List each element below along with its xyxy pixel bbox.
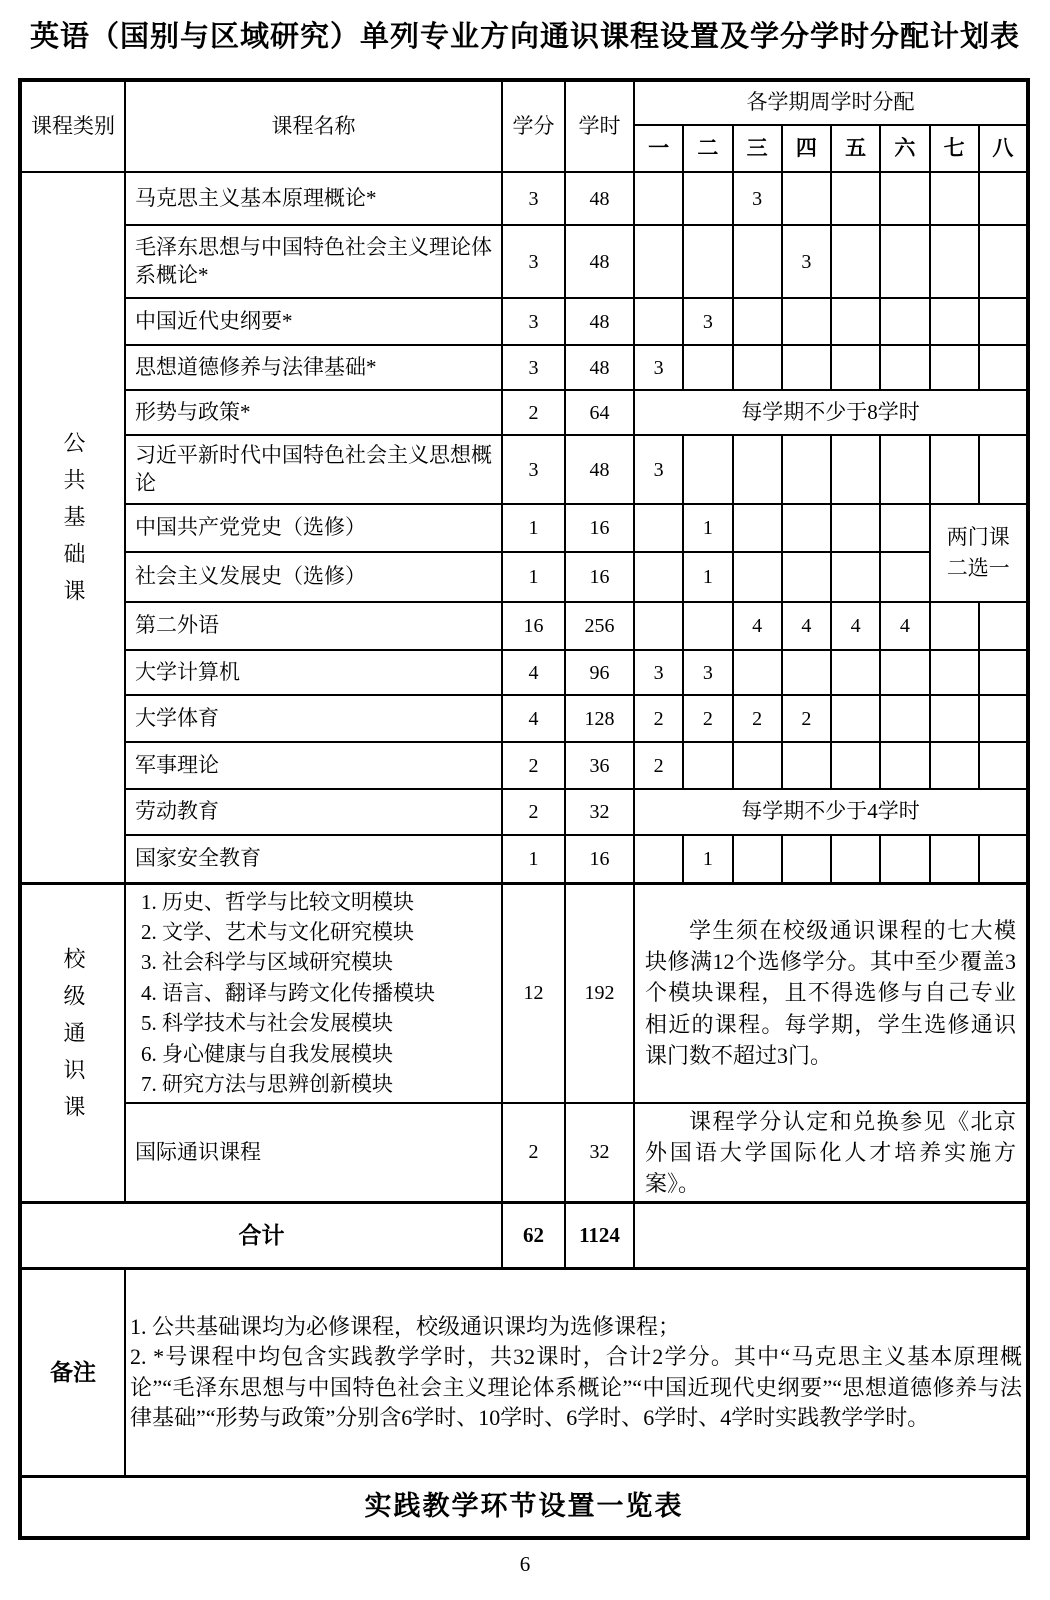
semester-cell (880, 835, 929, 883)
credits-cell: 1 (502, 504, 565, 552)
hours-cell: 36 (565, 742, 634, 789)
hours-cell: 32 (565, 1103, 634, 1203)
credits-cell: 3 (502, 225, 565, 298)
semester-cell: 2 (634, 695, 683, 742)
semester-cell (782, 552, 831, 602)
section-label-public-basic (20, 172, 125, 883)
hours-cell: 16 (565, 504, 634, 552)
credits-cell: 1 (502, 552, 565, 602)
semester-cell: 2 (782, 695, 831, 742)
semester-cell (930, 345, 979, 390)
semester-cell (930, 435, 979, 504)
semester-cell (880, 345, 929, 390)
semester-cell (733, 345, 782, 390)
semester-cell (979, 298, 1028, 345)
header-semester-2: 二 (683, 125, 732, 172)
semester-cell: 1 (683, 835, 732, 883)
semester-cell (880, 298, 929, 345)
semester-cell (880, 650, 929, 695)
course-row (20, 435, 1028, 504)
semester-cell (930, 695, 979, 742)
header-category: 课程类别 (20, 80, 125, 172)
course-row (20, 602, 1028, 650)
semester-cell: 2 (683, 695, 732, 742)
credits-cell: 12 (502, 883, 565, 1103)
semester-cell (683, 345, 732, 390)
semester-cell (831, 650, 880, 695)
hours-cell: 64 (565, 390, 634, 435)
semester-cell (930, 650, 979, 695)
section-label-school-general (20, 883, 125, 1203)
credits-cell: 3 (502, 298, 565, 345)
semester-cell (831, 695, 880, 742)
semester-cell (782, 172, 831, 225)
semester-cell (930, 225, 979, 298)
semester-cell (733, 650, 782, 695)
course-row (20, 835, 1028, 883)
semester-cell: 2 (733, 695, 782, 742)
semester-cell (733, 835, 782, 883)
total-label: 合计 (20, 1203, 502, 1269)
credits-cell: 2 (502, 1103, 565, 1203)
course-name-cell: 中国共产党党史（选修） (125, 504, 502, 552)
hours-cell: 48 (565, 298, 634, 345)
semester-cell (634, 835, 683, 883)
hours-cell: 48 (565, 435, 634, 504)
course-row (20, 742, 1028, 789)
semester-cell (930, 602, 979, 650)
header-semester-6: 六 (880, 125, 929, 172)
credits-cell: 3 (502, 172, 565, 225)
elective-choice-line: 两门课 (946, 524, 1010, 549)
semester-cell (831, 552, 880, 602)
semester-cell (979, 742, 1028, 789)
semester-cell: 4 (782, 602, 831, 650)
hours-cell: 48 (565, 225, 634, 298)
semester-cell (880, 225, 929, 298)
semester-cell (634, 172, 683, 225)
module-item: 1. 历史、哲学与比较文明模块 (141, 889, 414, 914)
course-row (20, 172, 1028, 225)
header-credits: 学分 (502, 80, 565, 172)
semester-cell (979, 602, 1028, 650)
course-row (20, 390, 1028, 435)
semester-cell (979, 345, 1028, 390)
semester-cell (979, 225, 1028, 298)
semester-cell (831, 172, 880, 225)
semester-cell (831, 742, 880, 789)
course-name-cell: 大学体育 (125, 695, 502, 742)
course-plan-table (18, 78, 1030, 1540)
course-row (20, 650, 1028, 695)
note-text: 学生须在校级通识课程的七大模块修满12个选修学分。其中至少覆盖3个模块课程，且不得选修与自己专业相近的课程。每学期，学生选修通识课门数不超过3门。 (645, 917, 1016, 1068)
course-name-cell: 毛泽东思想与中国特色社会主义理论体系概论* (125, 225, 502, 298)
total-credits: 62 (502, 1203, 565, 1269)
semester-cell: 3 (634, 650, 683, 695)
semester-cell: 2 (634, 742, 683, 789)
hours-cell: 16 (565, 552, 634, 602)
course-name-cell: 思想道德修养与法律基础* (125, 345, 502, 390)
module-item: 5. 科学技术与社会发展模块 (141, 1011, 393, 1036)
page-number: 6 (519, 1552, 531, 1576)
hours-cell: 96 (565, 650, 634, 695)
semester-cell (634, 225, 683, 298)
hours-cell: 192 (565, 883, 634, 1103)
international-course-note (634, 1103, 1028, 1203)
course-row (20, 225, 1028, 298)
semester-cell: 3 (634, 345, 683, 390)
module-item: 2. 文学、艺术与文化研究模块 (141, 919, 414, 944)
semester-cell (634, 298, 683, 345)
semester-cell: 3 (634, 435, 683, 504)
module-item: 6. 身心健康与自我发展模块 (141, 1041, 393, 1066)
footer-title-row (20, 1477, 1028, 1538)
semester-cell (782, 742, 831, 789)
credits-cell: 3 (502, 435, 565, 504)
course-row (20, 345, 1028, 390)
semester-cell (831, 835, 880, 883)
semester-cell (782, 298, 831, 345)
semester-cell (733, 298, 782, 345)
course-name-cell: 国家安全教育 (125, 835, 502, 883)
course-name-cell: 中国近代史纲要* (125, 298, 502, 345)
course-name-cell: 国际通识课程 (125, 1103, 502, 1203)
semester-cell (782, 345, 831, 390)
course-name-cell: 军事理论 (125, 742, 502, 789)
semester-cell (831, 345, 880, 390)
semester-cell (979, 172, 1028, 225)
module-item: 3. 社会科学与区域研究模块 (141, 950, 393, 975)
credits-cell: 2 (502, 742, 565, 789)
course-name-cell: 形势与政策* (125, 390, 502, 435)
header-semester-3: 三 (733, 125, 782, 172)
module-item: 4. 语言、翻译与跨文化传播模块 (141, 980, 435, 1005)
course-name-cell: 第二外语 (125, 602, 502, 650)
semester-cell (782, 650, 831, 695)
remark-line: 2. *号课程中均包含实践教学学时，共32课时，合计2学分。其中“马克思主义基本原理概论”“毛泽东思想与中国特色社会主义理论体系概论”“中国近现代史纲要”“思想道德修养与法律基础”“形势与政策”分别含6学时、10学时、6学时、6学时、4学时实践教学学时。 (130, 1344, 1022, 1431)
semester-cell: 3 (683, 650, 732, 695)
credits-cell: 2 (502, 789, 565, 835)
semester-cell (979, 695, 1028, 742)
semester-cell (683, 435, 732, 504)
semester-cell (733, 504, 782, 552)
section-label-text: 校级通识课 (61, 946, 86, 1132)
header-hours: 学时 (565, 80, 634, 172)
semester-cell: 3 (733, 172, 782, 225)
hours-cell: 256 (565, 602, 634, 650)
course-row (20, 789, 1028, 835)
remarks-row (20, 1269, 1028, 1477)
credits-cell: 16 (502, 602, 565, 650)
semester-cell: 3 (782, 225, 831, 298)
semester-cell: 1 (683, 552, 732, 602)
total-hours: 1124 (565, 1203, 634, 1269)
page-title: 英语（国别与区域研究）单列专业方向通识课程设置及学分学时分配计划表 (29, 21, 1020, 53)
hours-cell: 48 (565, 345, 634, 390)
header-semester-8: 八 (979, 125, 1028, 172)
semester-cell: 4 (733, 602, 782, 650)
header-row-1 (20, 80, 1028, 125)
header-semester-1: 一 (634, 125, 683, 172)
total-row (20, 1203, 1028, 1269)
section-label-text: 公共基础课 (61, 431, 86, 617)
remark-line: 1. 公共基础课均为必修课程，校级通识课均为选修课程； (130, 1314, 681, 1340)
semester-cell (930, 835, 979, 883)
hours-cell: 48 (565, 172, 634, 225)
semester-cell: 4 (831, 602, 880, 650)
total-semester-area (634, 1203, 1028, 1269)
course-row (20, 695, 1028, 742)
course-name-cell: 马克思主义基本原理概论* (125, 172, 502, 225)
general-modules-note (634, 883, 1028, 1103)
international-course-row (20, 1103, 1028, 1203)
credits-cell: 4 (502, 650, 565, 695)
header-semester-4: 四 (782, 125, 831, 172)
general-modules-row (20, 883, 1028, 1103)
semester-cell (831, 298, 880, 345)
semester-cell (733, 435, 782, 504)
course-row (20, 298, 1028, 345)
elective-choice-line: 二选一 (946, 556, 1010, 580)
semester-cell (880, 695, 929, 742)
semester-cell (979, 435, 1028, 504)
semester-cell (782, 835, 831, 883)
semester-cell: 4 (880, 602, 929, 650)
semester-cell (634, 504, 683, 552)
semester-cell (733, 225, 782, 298)
semester-cell (782, 435, 831, 504)
semester-cell (733, 742, 782, 789)
header-semester-5: 五 (831, 125, 880, 172)
hours-cell: 16 (565, 835, 634, 883)
semester-cell (683, 225, 732, 298)
footer-table-title: 实践教学环节设置一览表 (20, 1477, 1028, 1538)
general-modules-cell (125, 883, 502, 1103)
header-semester-group: 各学期周学时分配 (634, 80, 1028, 125)
semester-cell (831, 435, 880, 504)
credits-cell: 4 (502, 695, 565, 742)
semester-cell (634, 602, 683, 650)
semester-cell (930, 298, 979, 345)
remarks-content (125, 1269, 1028, 1477)
semester-cell (880, 435, 929, 504)
course-name-cell: 习近平新时代中国特色社会主义思想概论 (125, 435, 502, 504)
semester-cell (880, 552, 929, 602)
semester-cell (979, 835, 1028, 883)
semester-cell (831, 504, 880, 552)
semester-cell (979, 650, 1028, 695)
remarks-label: 备注 (20, 1269, 125, 1477)
course-row (20, 552, 1028, 602)
course-row (20, 504, 1028, 552)
semester-cell: 3 (683, 298, 732, 345)
semester-cell (782, 504, 831, 552)
semester-span-note: 每学期不少于4学时 (634, 789, 1028, 835)
course-name-cell: 劳动教育 (125, 789, 502, 835)
course-name-cell: 大学计算机 (125, 650, 502, 695)
semester-cell (683, 602, 732, 650)
header-course-name: 课程名称 (125, 80, 502, 172)
semester-cell (831, 225, 880, 298)
hours-cell: 128 (565, 695, 634, 742)
semester-span-note: 每学期不少于8学时 (634, 390, 1028, 435)
elective-choice-note (930, 504, 1029, 602)
semester-cell (634, 552, 683, 602)
semester-cell (930, 172, 979, 225)
credits-cell: 3 (502, 345, 565, 390)
credits-cell: 2 (502, 390, 565, 435)
semester-cell (880, 504, 929, 552)
semester-cell (733, 552, 782, 602)
semester-cell: 1 (683, 504, 732, 552)
semester-cell (880, 172, 929, 225)
semester-cell (683, 742, 732, 789)
semester-cell (683, 172, 732, 225)
credits-cell: 1 (502, 835, 565, 883)
header-semester-7: 七 (930, 125, 979, 172)
course-name-cell: 社会主义发展史（选修） (125, 552, 502, 602)
semester-cell (880, 742, 929, 789)
note-text: 课程学分认定和兑换参见《北京外国语大学国际化人才培养实施方案》。 (645, 1108, 1016, 1197)
semester-cell (930, 742, 979, 789)
hours-cell: 32 (565, 789, 634, 835)
module-item: 7. 研究方法与思辨创新模块 (141, 1072, 393, 1097)
